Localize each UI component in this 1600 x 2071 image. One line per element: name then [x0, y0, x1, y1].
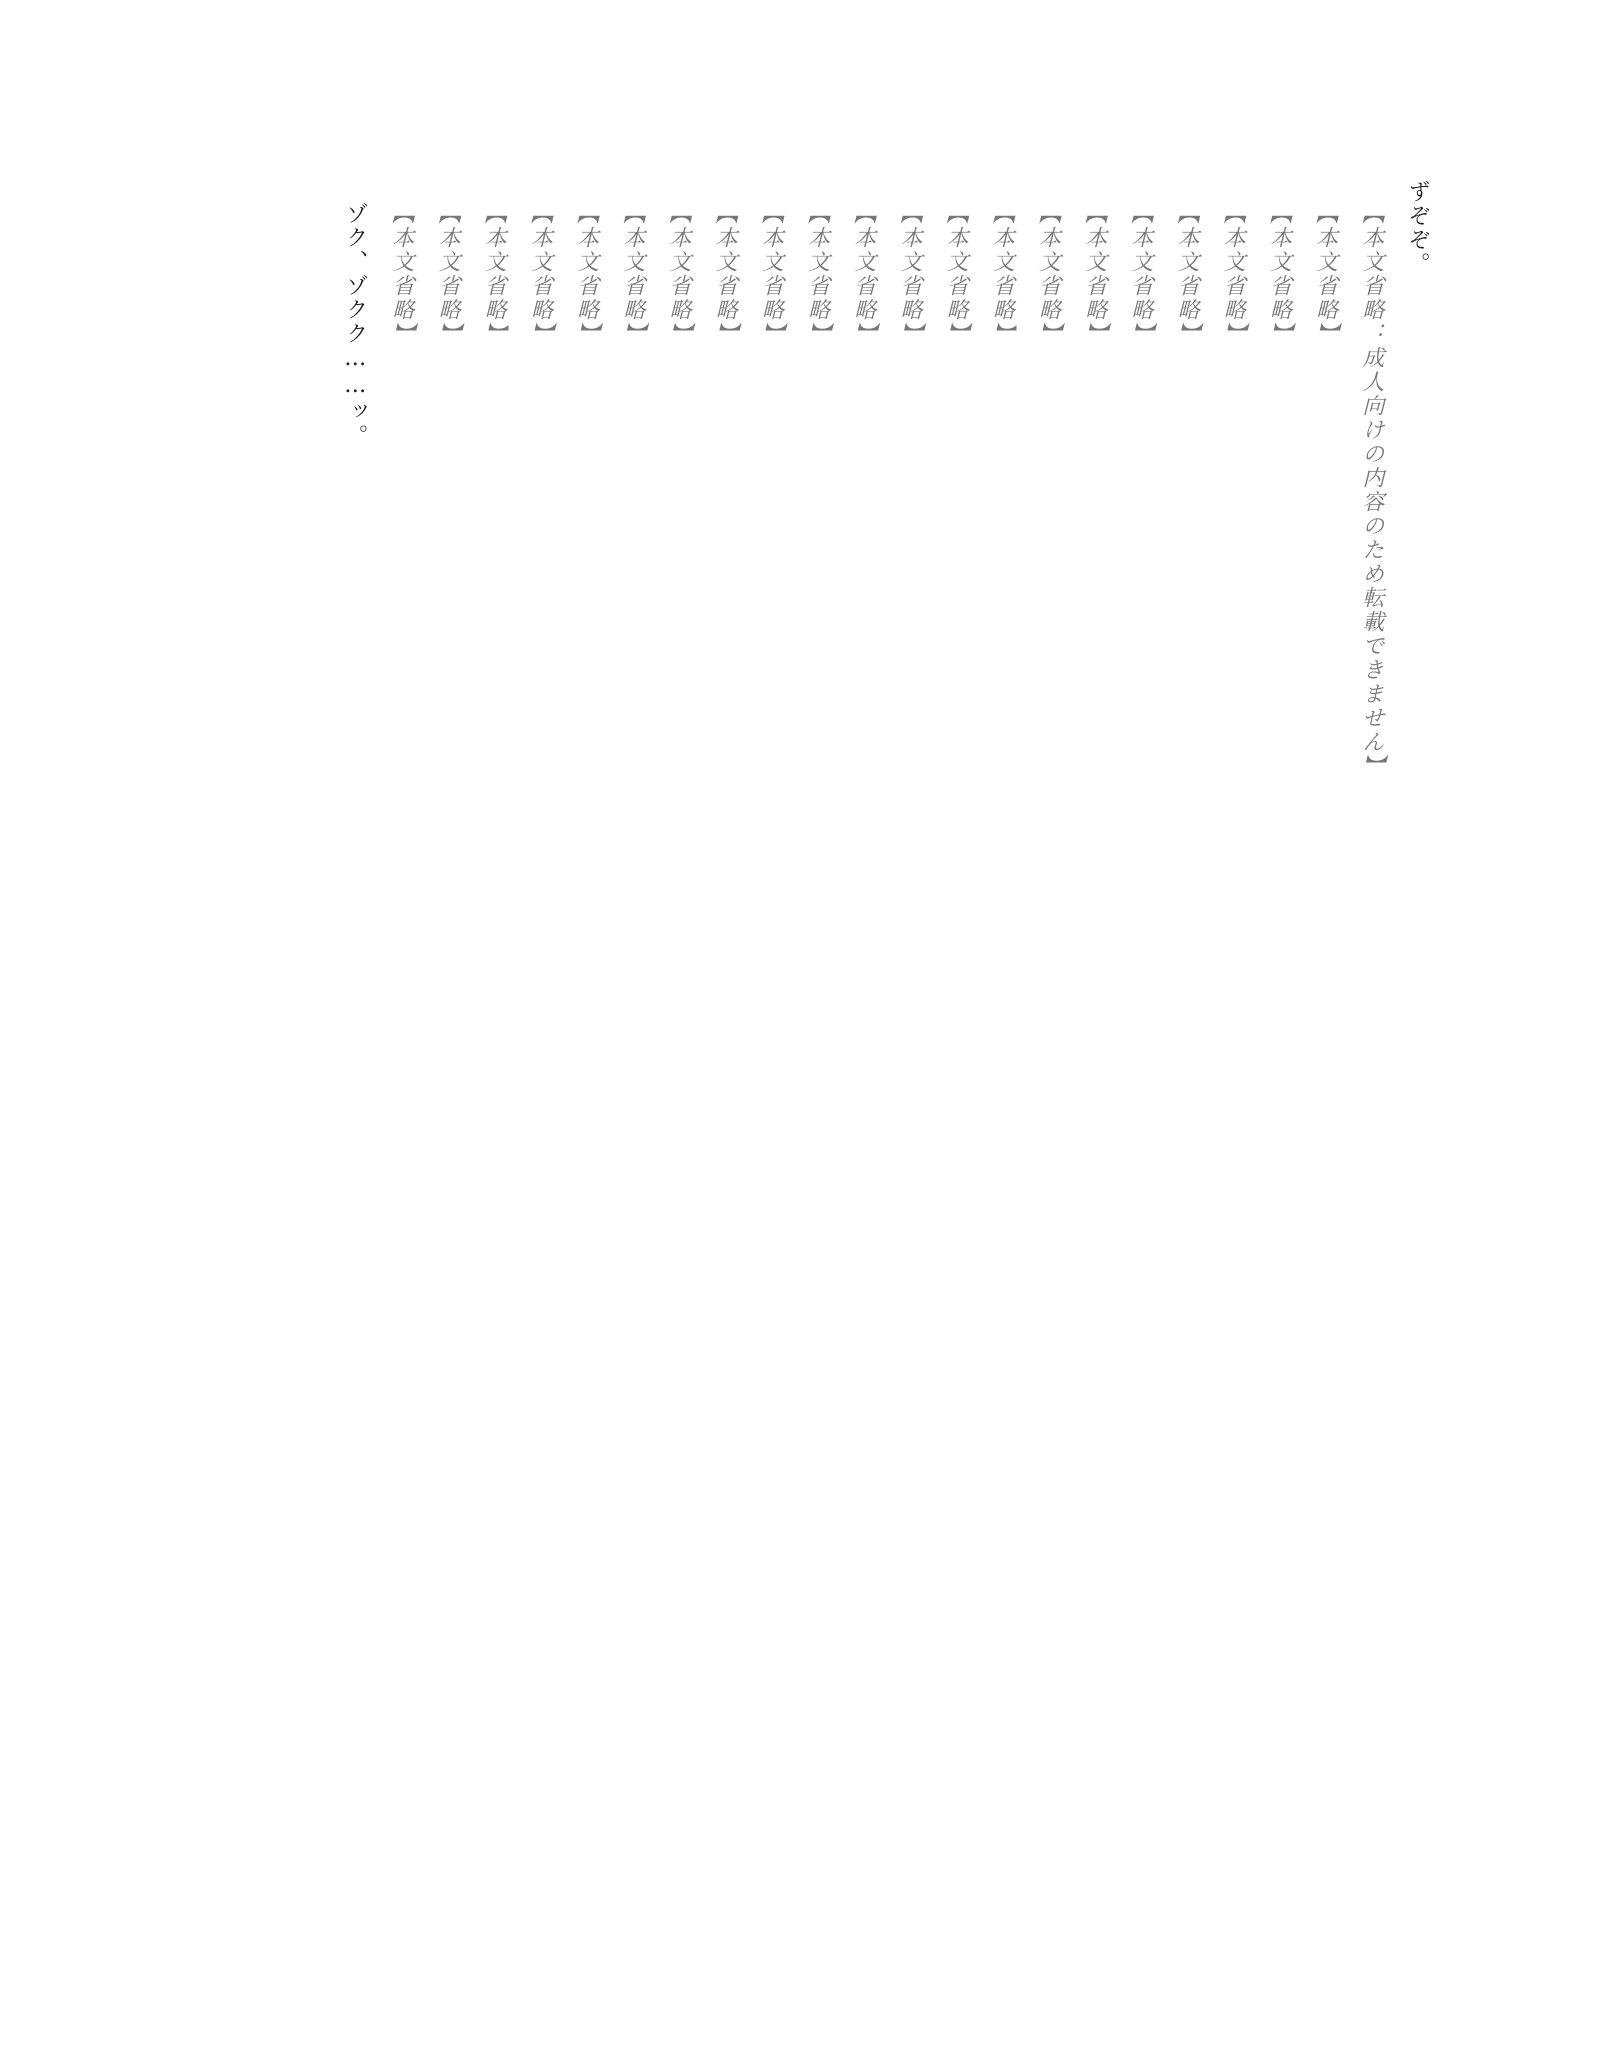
text-line: 【本文省略】: [712, 202, 738, 346]
text-line: 【本文省略】: [1220, 202, 1246, 346]
text-line: 【本文省略】: [1035, 202, 1061, 346]
text-line: ゾク、ゾクク……ッ。: [342, 202, 368, 448]
text-line: 【本文省略】: [1081, 202, 1107, 346]
text-line: 【本文省略】: [1174, 202, 1200, 346]
text-line: 【本文省略】: [804, 202, 830, 346]
text-line: 【本文省略】: [850, 202, 876, 346]
text-line: 【本文省略】: [388, 202, 414, 346]
text-line: ずぞぞ。: [1405, 180, 1430, 276]
text-line: 【本文省略】: [527, 202, 553, 346]
vertical-text-body: [160, 180, 1440, 1891]
text-line: 【本文省略】: [989, 202, 1015, 346]
text-line: 【本文省略】: [481, 202, 507, 346]
text-line: 【本文省略】: [435, 202, 461, 346]
text-line: 【本文省略】: [943, 202, 969, 346]
text-line: 【本文省略】: [619, 202, 645, 346]
text-line: 【本文省略：成人向けの内容のため転載できません】: [1358, 202, 1384, 778]
text-line: 【本文省略】: [1127, 202, 1153, 346]
text-line: 【本文省略】: [896, 202, 922, 346]
text-line: 【本文省略】: [1312, 202, 1338, 346]
text-line: 【本文省略】: [1266, 202, 1292, 346]
text-line: 【本文省略】: [666, 202, 691, 346]
text-line: 【本文省略】: [758, 202, 784, 346]
text-line: 【本文省略】: [573, 202, 599, 346]
